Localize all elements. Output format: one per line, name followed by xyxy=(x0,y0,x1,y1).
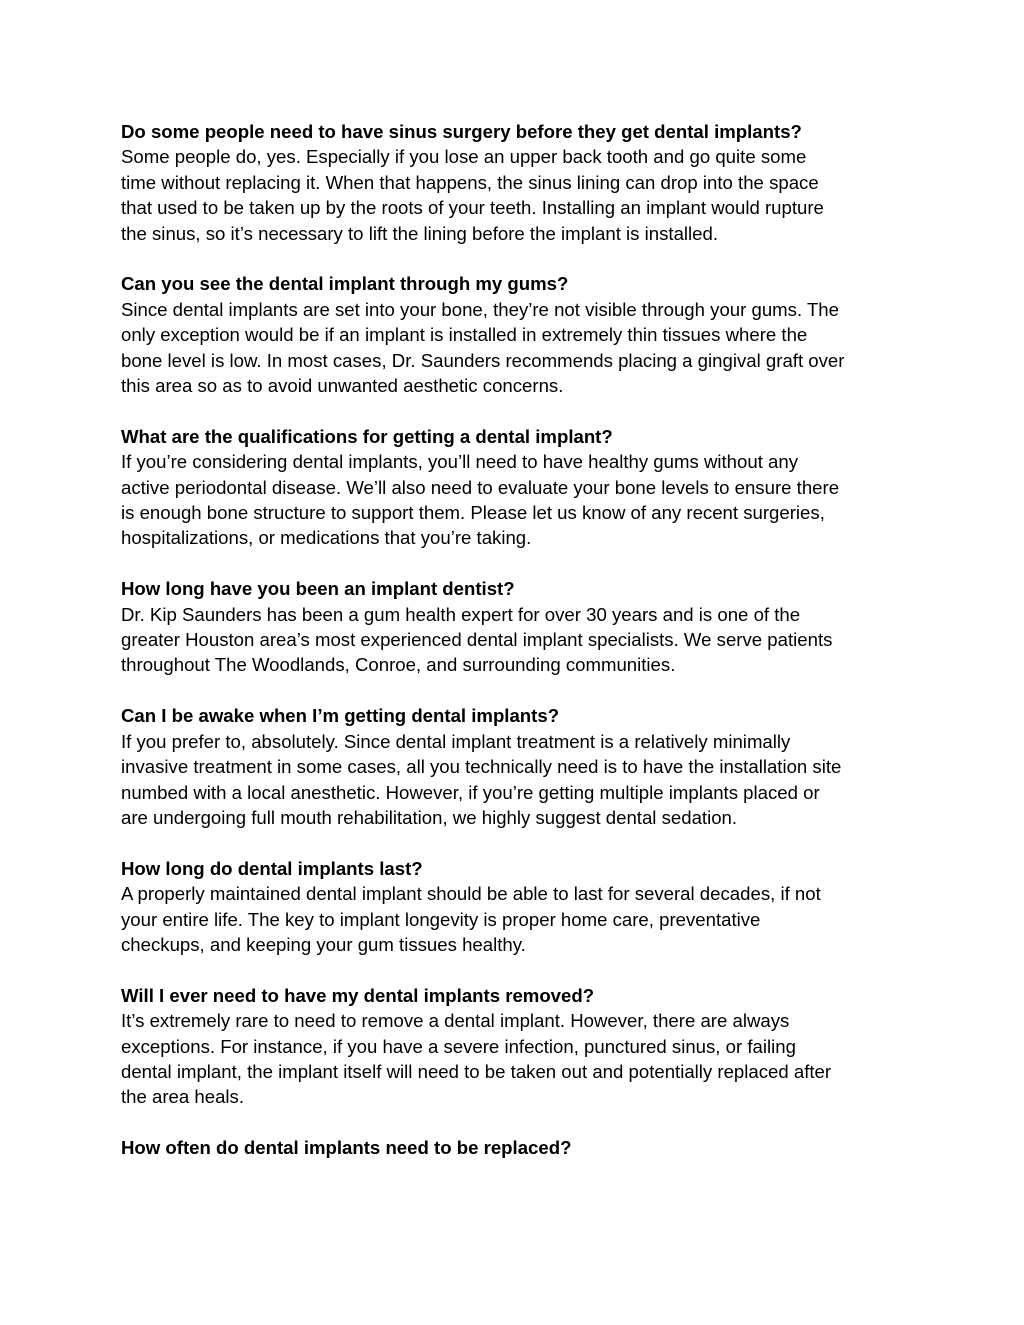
faq-question: Can I be awake when I’m getting dental implants? xyxy=(121,705,560,727)
faq-answer-line: Some people do, yes. Especially if you lose an upper back tooth and go quite some xyxy=(121,146,807,168)
faq-answer-line: numbed with a local anesthetic. However, if you’re getting multiple implants placed or xyxy=(121,781,820,803)
faq-answer-line: checkups, and keeping your gum tissues healthy. xyxy=(121,933,526,955)
faq-answer-line: the area heals. xyxy=(121,1086,245,1108)
faq-answer-line: dental implant, the implant itself will need to be taken out and potentially replaced after xyxy=(121,1060,832,1082)
faq-answer-line: the sinus, so it’s necessary to lift the lining before the implant is installed. xyxy=(121,222,719,244)
faq-answer-line: Since dental implants are set into your bone, they’re not visible through your gums. The xyxy=(121,298,839,320)
faq-question: How often do dental implants need to be replaced? xyxy=(121,1137,572,1159)
faq-answer-line: time without replacing it. When that happens, the sinus lining can drop into the space xyxy=(121,171,819,193)
faq-item xyxy=(121,271,921,398)
faq-answer-line: If you prefer to, absolutely. Since dental implant treatment is a relatively minimally xyxy=(121,730,791,752)
faq-answer-line: throughout The Woodlands, Conroe, and surrounding communities. xyxy=(121,654,676,676)
faq-question: What are the qualifications for getting a dental implant? xyxy=(121,425,613,447)
faq-answer-line: Dr. Kip Saunders has been a gum health expert for over 30 years and is one of the xyxy=(121,603,801,625)
faq-item xyxy=(121,983,921,1110)
faq-answer-line: A properly maintained dental implant should be able to last for several decades, if not xyxy=(121,883,821,905)
faq-answer-line: this area so as to avoid unwanted aesthetic concerns. xyxy=(121,375,564,397)
faq-answer-line: It’s extremely rare to need to remove a dental implant. However, there are always xyxy=(121,1010,790,1032)
faq-item xyxy=(121,424,921,551)
document-page xyxy=(121,119,921,1186)
faq-answer-line: bone level is low. In most cases, Dr. Saunders recommends placing a gingival graft over xyxy=(121,349,845,371)
faq-answer-line: your entire life. The key to implant longevity is proper home care, preventative xyxy=(121,908,761,930)
faq-answer-line: hospitalizations, or medications that you’re taking. xyxy=(121,527,532,549)
faq-question: Can you see the dental implant through my gums? xyxy=(121,273,569,295)
faq-item xyxy=(121,576,921,678)
faq-answer-line: exceptions. For instance, if you have a severe infection, punctured sinus, or failing xyxy=(121,1035,796,1057)
faq-answer-line: If you’re considering dental implants, you’ll need to have healthy gums without any xyxy=(121,451,799,473)
faq-item xyxy=(121,703,921,830)
faq-item xyxy=(121,856,921,958)
faq-question: How long do dental implants last? xyxy=(121,857,423,879)
faq-answer-line: invasive treatment in some cases, all you technically need is to have the installation site xyxy=(121,756,842,778)
faq-item xyxy=(121,119,921,246)
faq-question: Will I ever need to have my dental implants removed? xyxy=(121,984,595,1006)
faq-answer-line: is enough bone structure to support them. Please let us know of any recent surgeries, xyxy=(121,502,825,524)
faq-answer-line: active periodontal disease. We’ll also need to evaluate your bone levels to ensure there xyxy=(121,476,840,498)
faq-item xyxy=(121,1135,921,1160)
faq-question: How long have you been an implant dentist? xyxy=(121,578,515,600)
faq-answer-line: only exception would be if an implant is installed in extremely thin tissues where the xyxy=(121,324,808,346)
faq-answer-line: greater Houston area’s most experienced dental implant specialists. We serve patients xyxy=(121,629,833,651)
faq-answer-line: that used to be taken up by the roots of your teeth. Installing an implant would rupture xyxy=(121,197,824,219)
faq-question: Do some people need to have sinus surgery before they get dental implants? xyxy=(121,121,802,142)
faq-answer-line: are undergoing full mouth rehabilitation, we highly suggest dental sedation. xyxy=(121,806,738,828)
